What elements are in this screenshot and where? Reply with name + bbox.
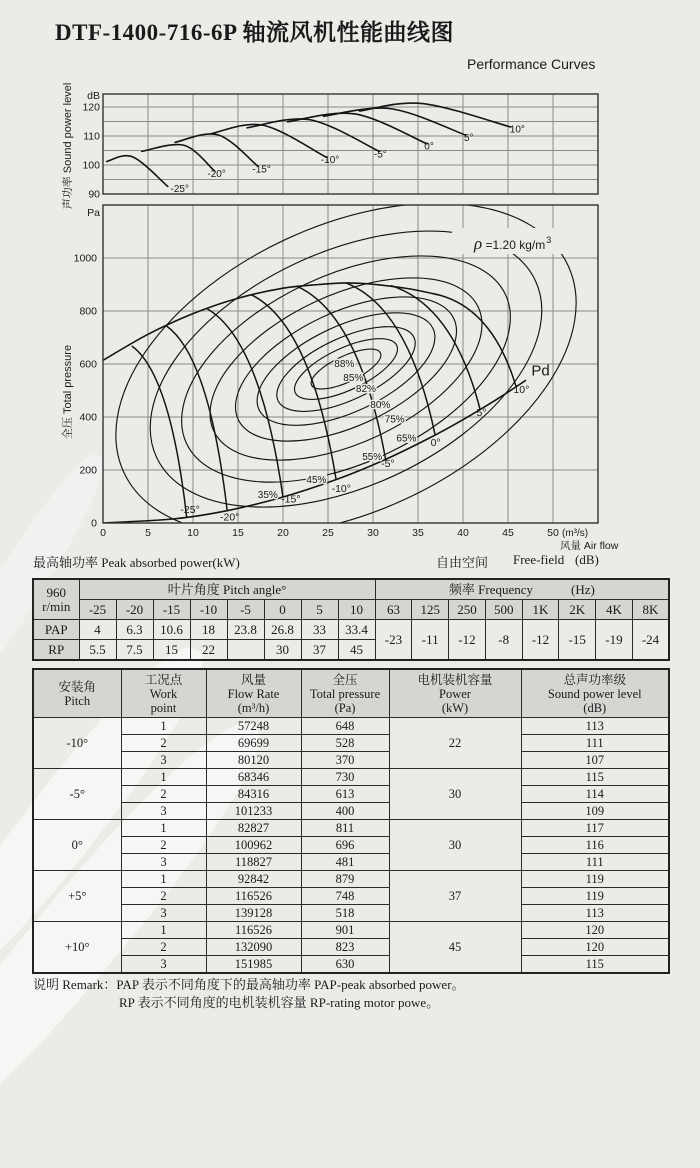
work-point-header: 工况点 Work point bbox=[121, 669, 206, 718]
table-row bbox=[33, 735, 669, 752]
free-field-unit: (dB) bbox=[575, 552, 599, 567]
total-pressure: 696 bbox=[301, 837, 389, 854]
flow-rate: 84316 bbox=[206, 786, 301, 803]
motor-power: 22 bbox=[389, 718, 521, 769]
svg-text:10: 10 bbox=[187, 527, 199, 539]
flow-rate: 92842 bbox=[206, 871, 301, 888]
flow-rate: 80120 bbox=[206, 752, 301, 769]
svg-text:全压 Total pressure: 全压 Total pressure bbox=[62, 344, 74, 440]
sound-power-level: 111 bbox=[521, 735, 669, 752]
subtitle-performance-curves: Performance Curves bbox=[467, 56, 596, 72]
table-row bbox=[33, 854, 669, 871]
svg-text:Pd: Pd bbox=[531, 362, 550, 380]
table-row bbox=[33, 752, 669, 769]
svg-text:35%: 35% bbox=[257, 489, 278, 501]
svg-text:120: 120 bbox=[82, 101, 100, 114]
svg-text:800: 800 bbox=[79, 305, 97, 318]
pitch-angle-value: 5 bbox=[301, 600, 338, 620]
work-point: 3 bbox=[121, 956, 206, 974]
pitch-angle-value: 10 bbox=[338, 600, 375, 620]
total-pressure: 811 bbox=[301, 820, 389, 837]
sound-power-level: 114 bbox=[521, 786, 669, 803]
flow-rate: 68346 bbox=[206, 769, 301, 786]
page-title: DTF-1400-716-6P 轴流风机性能曲线图 bbox=[55, 20, 455, 45]
pap-value: 10.6 bbox=[153, 620, 190, 640]
rp-value bbox=[227, 640, 264, 661]
frequency-correction-value: -8 bbox=[485, 620, 522, 661]
svg-text:dB: dB bbox=[87, 90, 100, 102]
svg-text:(m³/s): (m³/s) bbox=[562, 528, 589, 539]
pitch-angle-value: -15 bbox=[153, 600, 190, 620]
remark-line-2: RP 表示不同角度的电机装机容量 RP-rating motor powe。 bbox=[119, 994, 440, 1010]
flow-rate: 151985 bbox=[206, 956, 301, 974]
pap-frequency-table bbox=[32, 578, 670, 661]
flow-rate: 69699 bbox=[206, 735, 301, 752]
table-row bbox=[33, 803, 669, 820]
frequency-band: 1K bbox=[522, 600, 559, 620]
rp-value: 15 bbox=[153, 640, 190, 661]
pitch-value: +10° bbox=[33, 922, 121, 974]
pap-value: 26.8 bbox=[264, 620, 301, 640]
rp-value: 5.5 bbox=[79, 640, 116, 661]
svg-text:40: 40 bbox=[457, 527, 469, 539]
pitch-angle-value: -10 bbox=[190, 600, 227, 620]
sound-power-level: 119 bbox=[521, 871, 669, 888]
flow-rate: 116526 bbox=[206, 888, 301, 905]
sound-power-level: 107 bbox=[521, 752, 669, 769]
svg-text:88%: 88% bbox=[334, 359, 355, 370]
table-row bbox=[33, 769, 669, 786]
pitch-value: +5° bbox=[33, 871, 121, 922]
svg-text:ρ =1.20 kg/m3: ρ =1.20 $kg/m^3$ bbox=[474, 234, 552, 253]
work-point: 1 bbox=[121, 820, 206, 837]
flow-rate: 132090 bbox=[206, 939, 301, 956]
svg-text:-5°: -5° bbox=[373, 149, 387, 161]
speed-cell: 960 r/min bbox=[33, 579, 79, 620]
svg-text:45%: 45% bbox=[306, 474, 327, 486]
motor-power: 30 bbox=[389, 820, 521, 871]
svg-text:声功率 Sound power level: 声功率 Sound power level bbox=[62, 82, 74, 210]
motor-power: 30 bbox=[389, 769, 521, 820]
svg-text:-25°: -25° bbox=[180, 503, 200, 516]
work-point: 3 bbox=[121, 803, 206, 820]
table-row bbox=[33, 905, 669, 922]
work-point: 1 bbox=[121, 871, 206, 888]
sound-power-level: 113 bbox=[521, 718, 669, 735]
frequency-correction-value: -19 bbox=[596, 620, 633, 661]
svg-text:-20°: -20° bbox=[207, 168, 226, 180]
work-point: 1 bbox=[121, 769, 206, 786]
work-point: 2 bbox=[121, 837, 206, 854]
total-pressure: 613 bbox=[301, 786, 389, 803]
frequency-correction-value: -12 bbox=[449, 620, 486, 661]
work-point: 2 bbox=[121, 786, 206, 803]
flow-rate: 101233 bbox=[206, 803, 301, 820]
svg-text:-10°: -10° bbox=[331, 483, 351, 496]
svg-text:5: 5 bbox=[145, 527, 151, 539]
frequency-band: 500 bbox=[485, 600, 522, 620]
svg-text:20: 20 bbox=[277, 527, 289, 539]
rp-value: 37 bbox=[301, 640, 338, 661]
table-row bbox=[33, 939, 669, 956]
svg-text:5°: 5° bbox=[476, 407, 487, 420]
pap-value: 33.4 bbox=[338, 620, 375, 640]
sound-power-level: 116 bbox=[521, 837, 669, 854]
frequency-band: 63 bbox=[375, 600, 412, 620]
total-pressure: 879 bbox=[301, 871, 389, 888]
sound-power-level: 117 bbox=[521, 820, 669, 837]
pitch-header: 安装角 Pitch bbox=[33, 669, 121, 718]
svg-text:100: 100 bbox=[82, 159, 100, 172]
pap-value: 6.3 bbox=[116, 620, 153, 640]
free-field-label-cn: 自由空间 bbox=[436, 555, 489, 570]
frequency-header: 频率 Frequency (Hz) bbox=[375, 579, 669, 600]
sound-power-header: 总声功率级 Sound power level (dB) bbox=[521, 669, 669, 718]
total-pressure: 400 bbox=[301, 803, 389, 820]
svg-text:30: 30 bbox=[367, 527, 379, 539]
rp-value: 22 bbox=[190, 640, 227, 661]
motor-power: 45 bbox=[389, 922, 521, 974]
pap-value: 23.8 bbox=[227, 620, 264, 640]
performance-charts bbox=[0, 0, 700, 575]
motor-power: 37 bbox=[389, 871, 521, 922]
work-point: 2 bbox=[121, 888, 206, 905]
flow-rate: 82827 bbox=[206, 820, 301, 837]
pap-value: 4 bbox=[79, 620, 116, 640]
sound-power-level: 113 bbox=[521, 905, 669, 922]
total-pressure: 518 bbox=[301, 905, 389, 922]
table-row bbox=[33, 888, 669, 905]
svg-text:50: 50 bbox=[547, 527, 559, 539]
svg-text:Pa: Pa bbox=[87, 207, 100, 219]
frequency-band: 4K bbox=[596, 600, 633, 620]
frequency-correction-value: -24 bbox=[632, 620, 669, 661]
pitch-value: -10° bbox=[33, 718, 121, 769]
work-point: 3 bbox=[121, 752, 206, 769]
pitch-angle-value: -20 bbox=[116, 600, 153, 620]
svg-text:0: 0 bbox=[91, 517, 97, 530]
rp-value: 45 bbox=[338, 640, 375, 661]
total-pressure: 528 bbox=[301, 735, 389, 752]
svg-text:0°: 0° bbox=[424, 141, 434, 153]
table-row bbox=[33, 786, 669, 803]
svg-text:风量 Air flow: 风量 Air flow bbox=[560, 540, 619, 552]
svg-text:5°: 5° bbox=[463, 133, 474, 145]
svg-text:80%: 80% bbox=[370, 399, 391, 411]
total-pressure: 730 bbox=[301, 769, 389, 786]
sound-power-level: 119 bbox=[521, 888, 669, 905]
pitch-angle-value: -5 bbox=[227, 600, 264, 620]
remark-prefix: 说明 Remark： bbox=[33, 977, 117, 992]
svg-text:45: 45 bbox=[502, 527, 514, 539]
total-pressure: 823 bbox=[301, 939, 389, 956]
sound-power-level: 115 bbox=[521, 769, 669, 786]
motor-power-header: 电机装机容量 Power (kW) bbox=[389, 669, 521, 718]
pitch-angle-header: 叶片角度 Pitch angle° bbox=[79, 579, 375, 600]
frequency-correction-value: -23 bbox=[375, 620, 412, 661]
table-row bbox=[33, 837, 669, 854]
frequency-correction-value: -15 bbox=[559, 620, 596, 661]
peak-absorbed-power-note: 最高轴功率 Peak absorbed power(kW) bbox=[33, 555, 240, 570]
flow-rate: 100962 bbox=[206, 837, 301, 854]
table-row bbox=[33, 718, 669, 735]
frequency-band: 250 bbox=[449, 600, 486, 620]
work-point: 2 bbox=[121, 939, 206, 956]
total-pressure: 481 bbox=[301, 854, 389, 871]
work-point: 3 bbox=[121, 905, 206, 922]
svg-text:10°: 10° bbox=[513, 383, 530, 396]
frequency-band: 125 bbox=[412, 600, 449, 620]
svg-text:0°: 0° bbox=[430, 436, 441, 449]
sound-power-level: 115 bbox=[521, 956, 669, 974]
svg-text:65%: 65% bbox=[396, 433, 417, 445]
work-point: 1 bbox=[121, 718, 206, 735]
frequency-band: 2K bbox=[559, 600, 596, 620]
sound-power-level: 120 bbox=[521, 939, 669, 956]
svg-text:-20°: -20° bbox=[220, 511, 240, 524]
table-row bbox=[33, 820, 669, 837]
svg-text:-15°: -15° bbox=[281, 493, 301, 506]
total-pressure: 370 bbox=[301, 752, 389, 769]
total-pressure: 748 bbox=[301, 888, 389, 905]
svg-text:90: 90 bbox=[88, 188, 100, 201]
total-pressure: 630 bbox=[301, 956, 389, 974]
pap-label: PAP bbox=[33, 620, 79, 640]
svg-text:600: 600 bbox=[79, 358, 97, 371]
work-point: 3 bbox=[121, 854, 206, 871]
svg-text:25: 25 bbox=[322, 527, 334, 539]
svg-text:-5°: -5° bbox=[381, 458, 395, 471]
svg-text:55%: 55% bbox=[362, 451, 383, 463]
svg-text:15: 15 bbox=[232, 527, 244, 539]
frequency-band: 8K bbox=[632, 600, 669, 620]
rp-value: 7.5 bbox=[116, 640, 153, 661]
rp-label: RP bbox=[33, 640, 79, 661]
pitch-value: -5° bbox=[33, 769, 121, 820]
svg-text:110: 110 bbox=[83, 130, 100, 143]
svg-text:-15°: -15° bbox=[252, 164, 271, 176]
svg-text:35: 35 bbox=[412, 527, 424, 539]
pitch-angle-value: 0 bbox=[264, 600, 301, 620]
work-point-table bbox=[32, 668, 670, 974]
sound-power-level: 120 bbox=[521, 922, 669, 939]
work-point: 2 bbox=[121, 735, 206, 752]
frequency-correction-value: -11 bbox=[412, 620, 449, 661]
flow-rate: 139128 bbox=[206, 905, 301, 922]
svg-text:10°: 10° bbox=[509, 124, 525, 136]
remark-block bbox=[33, 976, 465, 1011]
svg-text:-25°: -25° bbox=[170, 183, 189, 195]
table-row bbox=[33, 956, 669, 974]
flow-rate: 118827 bbox=[206, 854, 301, 871]
work-point: 1 bbox=[121, 922, 206, 939]
flow-rate-header: 风量 Flow Rate (m³/h) bbox=[206, 669, 301, 718]
sound-power-level: 109 bbox=[521, 803, 669, 820]
pitch-value: 0° bbox=[33, 820, 121, 871]
table-row bbox=[33, 871, 669, 888]
pap-value: 18 bbox=[190, 620, 227, 640]
svg-text:75%: 75% bbox=[384, 414, 405, 426]
flow-rate: 57248 bbox=[206, 718, 301, 735]
svg-text:400: 400 bbox=[79, 411, 97, 424]
svg-text:-10°: -10° bbox=[320, 155, 340, 167]
svg-text:1000: 1000 bbox=[73, 252, 97, 265]
svg-text:82%: 82% bbox=[355, 383, 376, 395]
pap-value: 33 bbox=[301, 620, 338, 640]
pitch-angle-value: -25 bbox=[79, 600, 116, 620]
total-pressure: 901 bbox=[301, 922, 389, 939]
rp-value: 30 bbox=[264, 640, 301, 661]
frequency-correction-value: -12 bbox=[522, 620, 559, 661]
svg-text:0: 0 bbox=[100, 527, 106, 539]
svg-text:200: 200 bbox=[79, 464, 97, 477]
remark-line-1: 说明 Remark：PAP 表示不同角度下的最高轴功率 PAP-peak absorbed power。 bbox=[33, 977, 465, 992]
table-row bbox=[33, 922, 669, 939]
total-pressure: 648 bbox=[301, 718, 389, 735]
free-field-label-en: Free-field bbox=[513, 552, 565, 567]
svg-text:85%: 85% bbox=[343, 372, 364, 384]
sound-power-level: 111 bbox=[521, 854, 669, 871]
total-pressure-header: 全压 Total pressure (Pa) bbox=[301, 669, 389, 718]
flow-rate: 116526 bbox=[206, 922, 301, 939]
